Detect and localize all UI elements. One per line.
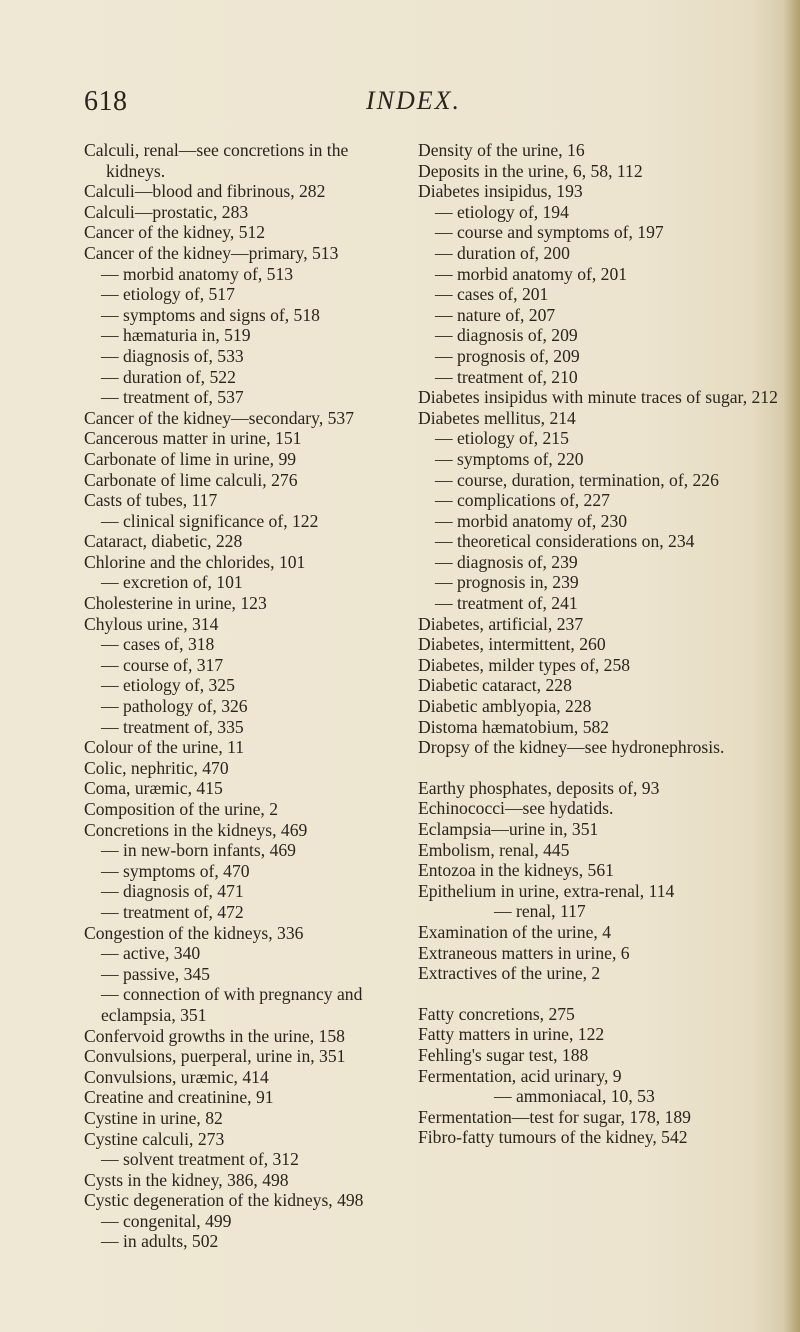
index-subentry: — treatment of, 537	[101, 387, 244, 408]
page-header	[0, 86, 800, 126]
index-entry: Composition of the urine, 2	[84, 799, 279, 819]
index-entry: Earthy phosphates, deposits of, 93	[418, 777, 660, 798]
index-entry: Chylous urine, 314	[84, 613, 219, 634]
index-subentry: — cases of, 201	[435, 284, 549, 305]
index-subentry: — treatment of, 472	[101, 901, 244, 922]
index-subentry: — hæmaturia in, 519	[101, 325, 251, 346]
index-entry: Diabetic cataract, 228	[418, 675, 572, 696]
index-entry: Diabetes, milder types of, 258	[418, 654, 631, 675]
index-subentry: — in adults, 502	[101, 1231, 219, 1252]
index-subentry: — duration of, 200	[435, 242, 570, 263]
running-title: INDEX.	[366, 86, 462, 115]
index-subentry: — passive, 345	[101, 963, 210, 984]
index-entry: Cholesterine in urine, 123	[84, 593, 267, 614]
index-entry: Diabetes mellitus, 214	[418, 407, 576, 428]
page-number: 618	[84, 86, 128, 117]
index-subentry: — symptoms of, 220	[435, 448, 584, 469]
index-entry: Diabetes insipidus with minute traces of sugar, 212	[418, 387, 778, 408]
index-subentry: — duration of, 522	[101, 366, 236, 387]
index-entry: Cataract, diabetic, 228	[84, 531, 243, 552]
index-subentry: — treatment of, 210	[435, 366, 578, 387]
index-subentry: — morbid anatomy of, 230	[435, 510, 628, 531]
index-entry: Calculi—prostatic, 283	[84, 201, 249, 222]
index-entry: Density of the urine, 16	[418, 140, 585, 160]
index-entry: Distoma hæmatobium, 582	[418, 716, 610, 737]
index-entry: Coma, uræmic, 415	[84, 778, 223, 799]
index-entry: Calculi, renal—see concretions in the kidneys.	[84, 140, 349, 181]
index-subentry: — in new-born infants, 469	[101, 840, 296, 861]
index-entry: Carbonate of lime in urine, 99	[84, 448, 297, 469]
index-subentry: — active, 340	[101, 943, 201, 964]
index-column-right	[418, 140, 796, 1148]
index-entry: Embolism, renal, 445	[418, 839, 570, 860]
index-subentry: — cases of, 318	[101, 634, 215, 655]
index-entry: Epithelium in urine, extra-renal, 114	[418, 880, 675, 901]
index-subentry: — prognosis in, 239	[435, 572, 579, 593]
index-entry: Extraneous matters in urine, 6	[418, 942, 630, 963]
index-entry: Diabetic amblyopia, 228	[418, 696, 592, 717]
index-entry: Convulsions, puerperal, urine in, 351	[84, 1046, 346, 1067]
index-subentry: — diagnosis of, 533	[101, 345, 244, 366]
index-entry: Calculi—blood and fibrinous, 282	[84, 181, 326, 202]
index-entry: Concretions in the kidneys, 469	[84, 819, 308, 840]
index-subentry: — theoretical considerations on, 234	[435, 531, 695, 552]
index-entry: Confervoid growths in the urine, 158	[84, 1025, 345, 1046]
index-entry: Chlorine and the chlorides, 101	[84, 551, 306, 572]
index-entry: Echinococci—see hydatids.	[418, 798, 614, 819]
index-entry: Creatine and creatinine, 91	[84, 1087, 274, 1108]
index-subentry: — treatment of, 241	[435, 593, 578, 614]
index-entry: Extractives of the urine, 2	[418, 963, 601, 984]
index-entry: Eclampsia—urine in, 351	[418, 819, 599, 839]
index-entry: Deposits in the urine, 6, 58, 112	[418, 160, 643, 181]
index-subentry: — course and symptoms of, 197	[435, 222, 664, 243]
index-subentry: — congenital, 499	[101, 1210, 232, 1231]
index-subentry: — ammoniacal, 10, 53	[494, 1086, 655, 1107]
index-subentry: — etiology of, 215	[435, 428, 569, 449]
index-entry: Fibro-fatty tumours of the kidney, 542	[418, 1127, 688, 1148]
index-subentry: — diagnosis of, 209	[435, 325, 578, 346]
index-entry: Diabetes, intermittent, 260	[418, 634, 606, 655]
index-entry: Examination of the urine, 4	[418, 921, 611, 942]
index-entry: Fatty concretions, 275	[418, 1003, 575, 1024]
index-entry: Colic, nephritic, 470	[84, 757, 229, 778]
index-entry: Fermentation—test for sugar, 178, 189	[418, 1106, 691, 1127]
index-subentry: — diagnosis of, 239	[435, 551, 578, 572]
index-subentry: — solvent treatment of, 312	[101, 1149, 299, 1170]
index-subentry: — symptoms of, 470	[101, 860, 250, 881]
index-subentry: — pathology of, 326	[101, 696, 248, 717]
index-entry: Convulsions, uræmic, 414	[84, 1066, 269, 1087]
index-entry: Casts of tubes, 117	[84, 490, 218, 511]
index-column-left	[84, 140, 406, 1252]
index-subentry: — course of, 317	[101, 654, 224, 675]
index-subentry: — prognosis of, 209	[435, 345, 580, 366]
index-entry: Diabetes insipidus, 193	[418, 181, 583, 202]
index-subentry: — etiology of, 194	[435, 201, 569, 222]
index-subentry: — etiology of, 517	[101, 284, 235, 305]
index-entry: Fatty matters in urine, 122	[418, 1024, 605, 1045]
index-entry: Fermentation, acid urinary, 9	[418, 1065, 622, 1086]
index-entry: Congestion of the kidneys, 336	[84, 922, 304, 943]
index-subentry: — complications of, 227	[435, 490, 610, 511]
index-subentry: — excretion of, 101	[101, 572, 243, 593]
index-entry: Fehling's sugar test, 188	[418, 1044, 589, 1065]
index-subentry: — morbid anatomy of, 513	[101, 263, 294, 284]
index-subentry: — etiology of, 325	[101, 675, 235, 696]
index-entry: Cystine calculi, 273	[84, 1128, 225, 1149]
index-subentry: — morbid anatomy of, 201	[435, 263, 628, 284]
index-subentry: — diagnosis of, 471	[101, 881, 244, 902]
index-subentry: — clinical significance of, 122	[101, 510, 319, 531]
index-entry: Cystic degeneration of the kidneys, 498	[84, 1190, 364, 1211]
index-subentry: — course, duration, termination, of, 226	[435, 469, 719, 490]
index-entry: Diabetes, artificial, 237	[418, 613, 584, 634]
index-entry: Cancer of the kidney—primary, 513	[84, 242, 339, 263]
index-subentry: — renal, 117	[494, 901, 586, 922]
index-entry: Cancer of the kidney, 512	[84, 222, 266, 243]
index-entry: Cysts in the kidney, 386, 498	[84, 1169, 289, 1190]
index-subentry: — treatment of, 335	[101, 716, 244, 737]
index-entry: Cancer of the kidney—secondary, 537	[84, 407, 355, 428]
index-entry: Cystine in urine, 82	[84, 1107, 223, 1128]
index-entry: Dropsy of the kidney—see hydronephrosis.	[418, 737, 725, 758]
index-entry: Carbonate of lime calculi, 276	[84, 469, 298, 490]
index-entry: Colour of the urine, 11	[84, 737, 245, 758]
index-subentry: — connection of with pregnancy and eclampsia, 351	[101, 984, 363, 1025]
index-subentry: — symptoms and signs of, 518	[101, 304, 320, 325]
index-subentry: — nature of, 207	[435, 304, 556, 325]
index-entry: Cancerous matter in urine, 151	[84, 428, 302, 449]
index-entry: Entozoa in the kidneys, 561	[418, 860, 614, 881]
